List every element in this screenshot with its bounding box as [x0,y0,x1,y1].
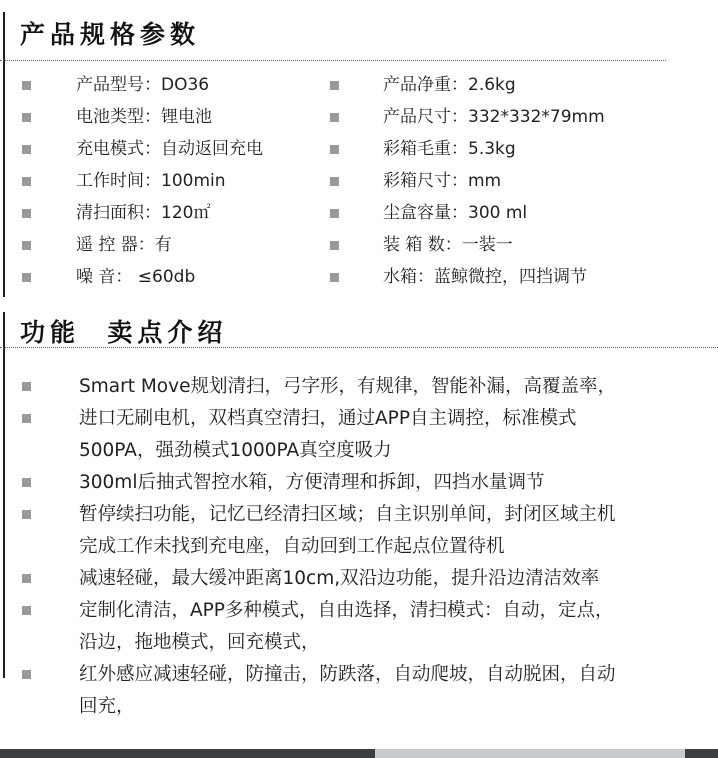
spec-item [320,133,718,165]
feature-item [0,595,718,659]
specs-section-title: 产品规格参数 [20,20,201,49]
square-bullet-icon [22,382,31,391]
feature-item [0,371,718,403]
features-section-title: 功能 卖点介绍 [20,318,228,347]
square-bullet-icon [22,209,31,218]
specs-divider [0,60,666,61]
spec-item [0,261,320,293]
square-bullet-icon [22,574,31,583]
spec-item [0,133,320,165]
spec-item [0,229,320,261]
feature-text-line: Smart Move规划清扫，弓字形，有规律，智能补漏，高覆盖率， [79,376,616,397]
feature-text-line: 红外感应减速轻碰，防撞击，防跌落，自动爬坡，自动脱困，自动 [79,664,616,685]
feature-text-line: 完成工作未找到充电座，自动回到工作起点位置待机 [79,536,505,557]
spec-text: 充电模式：自动返回充电 [76,139,263,159]
square-bullet-icon [22,177,31,186]
feature-text-line: 回充， [79,696,135,717]
spec-item [320,261,718,293]
feature-item [0,403,718,467]
spec-text: 工作时间：100min [76,171,226,191]
square-bullet-icon [22,606,31,615]
square-bullet-icon [22,478,31,487]
footer-bar-light [375,749,685,758]
spec-item [320,229,718,261]
feature-text-line: 500PA，强劲模式1000PA真空度吸力 [79,440,392,461]
spec-item [0,69,320,101]
square-bullet-icon [330,81,339,90]
square-bullet-icon [330,209,339,218]
feature-text-line: 沿边，拖地模式，回充模式， [79,632,320,653]
square-bullet-icon [330,145,339,154]
square-bullet-icon [330,177,339,186]
spec-text: 清扫面积：120㎡ [76,203,211,223]
feature-text-line: 暂停续扫功能，记忆已经清扫区域；自主识别单间，封闭区域主机 [79,504,616,525]
square-bullet-icon [330,113,339,122]
square-bullet-icon [22,113,31,122]
feature-text-line: 300ml后抽式智控水箱，方便清理和拆卸，四挡水量调节 [79,472,545,493]
feature-text-line: 减速轻碰，最大缓冲距离10cm,双沿边功能，提升沿边清洁效率 [79,568,600,589]
specs-table [0,69,718,299]
square-bullet-icon [22,241,31,250]
spec-text: 装 箱 数：一装一 [383,235,513,255]
feature-item [0,467,718,499]
square-bullet-icon [22,145,31,154]
spec-text: 遥 控 器：有 [76,235,172,255]
square-bullet-icon [22,414,31,423]
spec-item [320,197,718,229]
feature-item [0,499,718,563]
spec-text: 电池类型：锂电池 [76,107,212,127]
feature-item [0,563,718,595]
square-bullet-icon [330,241,339,250]
square-bullet-icon [22,670,31,679]
spec-text: 产品净重：2.6kg [383,75,516,95]
feature-item [0,659,718,723]
square-bullet-icon [22,510,31,519]
spec-text: 噪 音： ≤60db [76,267,196,287]
spec-text: 彩箱毛重：5.3kg [383,139,516,159]
feature-text-line: 定制化清洁，APP多种模式，自由选择，清扫模式：自动，定点， [79,600,614,621]
features-list [0,371,718,723]
spec-item [0,197,320,229]
footer-bar-dark [0,749,375,758]
square-bullet-icon [22,81,31,90]
spec-item [320,101,718,133]
spec-item [0,101,320,133]
spec-text: 彩箱尺寸：mm [383,171,502,191]
feature-text-line: 进口无刷电机，双档真空清扫，通过APP自主调控，标准模式 [79,408,577,429]
spec-item [320,165,718,197]
specs-right-column [320,69,718,293]
footer-bar-end [685,749,718,758]
spec-text: 尘盒容量：300 ml [383,203,528,223]
features-divider [0,347,718,348]
spec-item [0,165,320,197]
spec-text: 水箱：蓝鲸微控，四挡调节 [383,267,587,287]
spec-text: 产品尺寸：332*332*79mm [383,107,605,127]
square-bullet-icon [22,273,31,282]
spec-text: 产品型号：DO36 [76,75,210,95]
specs-left-column [0,69,320,293]
spec-item [320,69,718,101]
square-bullet-icon [330,273,339,282]
